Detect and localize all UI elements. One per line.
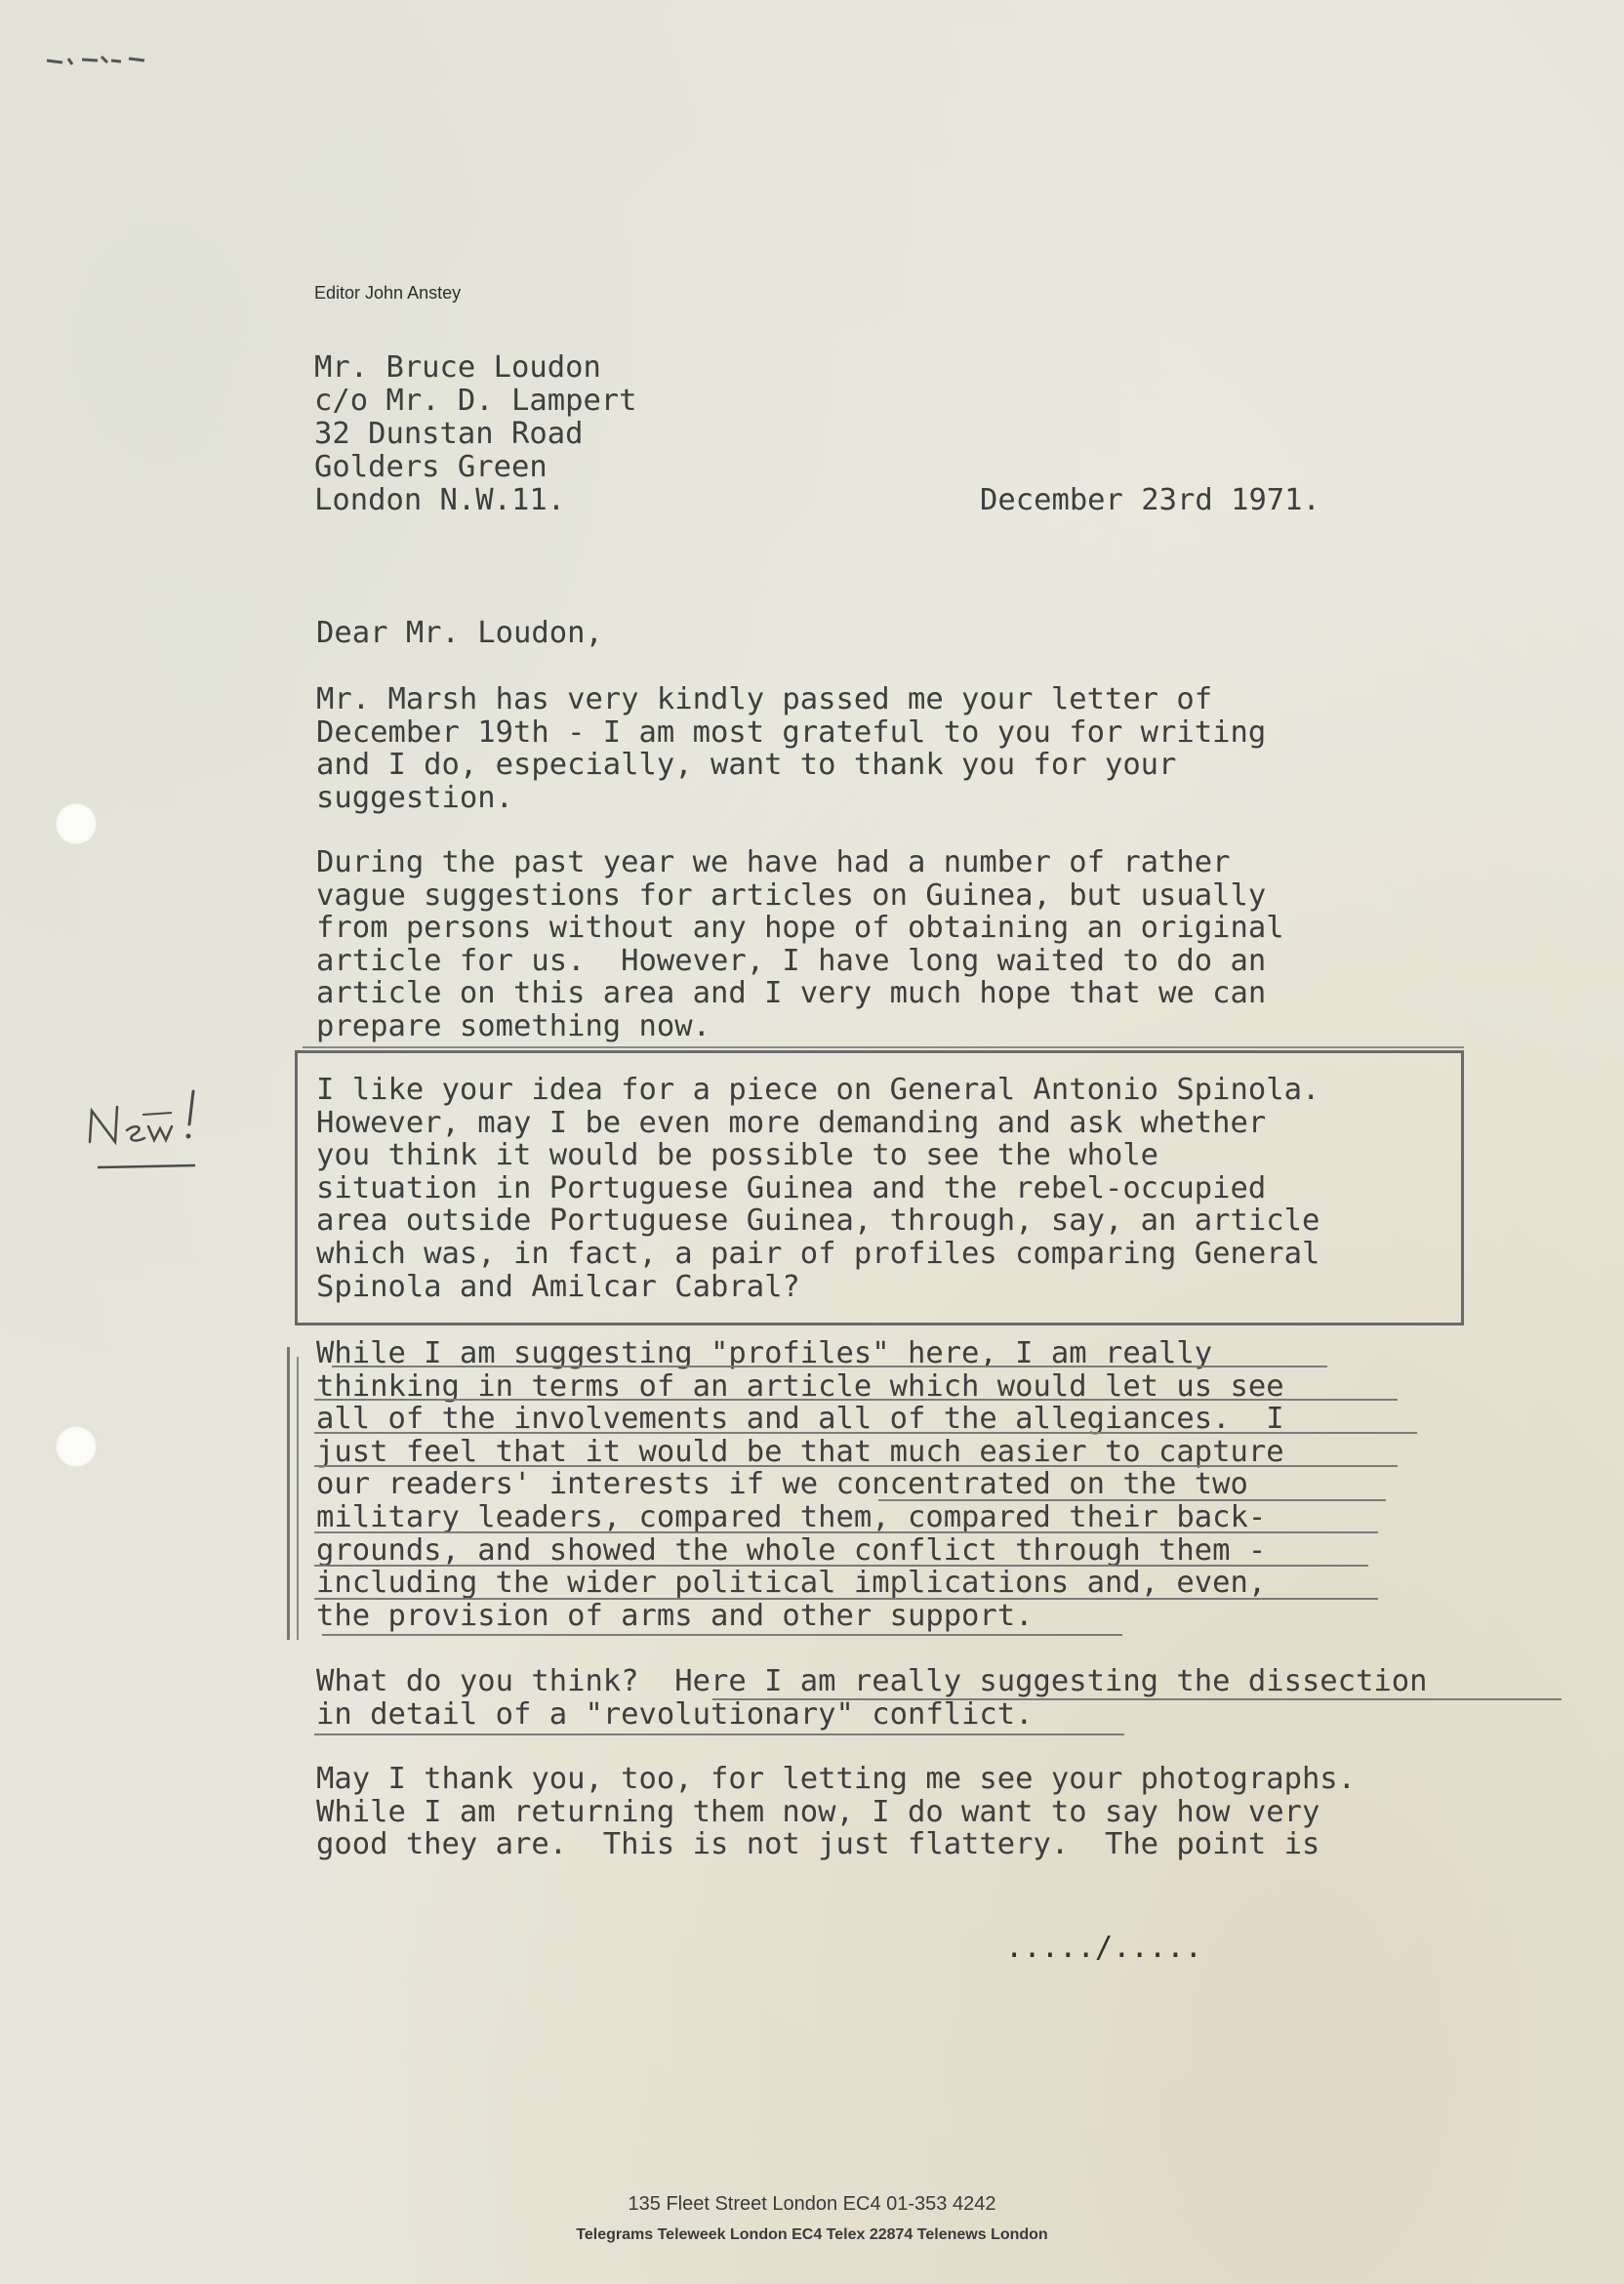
pencil-line <box>303 1046 1464 1048</box>
handwritten-margin-note <box>78 1074 215 1181</box>
text-line: including the wider political implications and, even, <box>316 1566 1267 1601</box>
text-line: During the past year we have had a number of rather <box>316 845 1231 879</box>
paragraph-2 <box>316 846 1284 1043</box>
pencil-underline <box>712 1698 1562 1700</box>
pencil-underline <box>878 1499 1386 1501</box>
text-line: article on this area and I very much hope that we can <box>316 976 1267 1011</box>
pencil-underline <box>314 1432 1417 1434</box>
recipient-line: London N.W.11. <box>314 483 566 517</box>
recipient-address <box>314 351 637 517</box>
text-line: suggestion. <box>316 780 513 815</box>
text-line: While I am returning them now, I do want to say how very <box>316 1794 1320 1829</box>
pencil-underline <box>314 1565 1368 1567</box>
text-line: good they are. This is not just flattery. The point is <box>316 1827 1320 1862</box>
text-line: prepare something now. <box>316 1008 710 1043</box>
text-line: While I am suggesting "profiles" here, I am really <box>316 1336 1213 1370</box>
text-line: grounds, and showed the whole conflict through them - <box>316 1532 1267 1568</box>
pencil-underline <box>332 1366 1327 1367</box>
pencil-sidebar-line <box>297 1357 299 1640</box>
pencil-underline <box>314 1598 1378 1600</box>
text-line: December 19th - I am most grateful to you for writing <box>316 714 1267 750</box>
text-line: Spinola and Amilcar Cabral? <box>316 1269 800 1304</box>
footer-telegram: Telegrams Teleweek London EC4 Telex 22874 Telenews London <box>576 2226 1048 2243</box>
text-line: in detail of a "revolutionary" conflict. <box>316 1696 1034 1732</box>
text-line: situation in Portuguese Guinea and the rebel-occupied <box>316 1170 1267 1205</box>
text-line: which was, in fact, a pair of profiles comparing General <box>316 1236 1320 1271</box>
text-line: What do you think? Here I am really suggesting the dissection <box>316 1664 1428 1698</box>
pencil-sidebar-line <box>287 1347 290 1640</box>
continuation-mark: ...../..... <box>1005 1931 1202 1965</box>
pencil-underline <box>322 1634 1122 1636</box>
paragraph-4 <box>316 1337 1284 1632</box>
recipient-line: c/o Mr. D. Lampert <box>314 384 637 418</box>
text-line: vague suggestions for articles on Guinea, but usually <box>316 877 1267 913</box>
text-line: May I thank you, too, for letting me see your photographs. <box>316 1762 1357 1796</box>
corner-ink-mark <box>43 51 160 90</box>
recipient-line: Golders Green <box>314 450 548 484</box>
letter-date: December 23rd 1971. <box>980 483 1320 517</box>
punch-hole <box>55 1425 98 1468</box>
text-line: thinking in terms of an article which would let us see <box>316 1368 1284 1404</box>
text-line: the provision of arms and other support. <box>316 1598 1034 1633</box>
paragraph-6 <box>316 1763 1356 1861</box>
text-line: article for us. However, I have long waited to do an <box>316 943 1267 978</box>
text-line: Mr. Marsh has very kindly passed me your letter of <box>316 682 1213 716</box>
text-line: you think it would be possible to see the whole <box>316 1138 1159 1173</box>
text-line: just feel that it would be that much easier to capture <box>316 1434 1284 1469</box>
text-line: area outside Portuguese Guinea, through, say, an article <box>316 1203 1320 1239</box>
text-line: from persons without any hope of obtaining an original <box>316 911 1284 946</box>
recipient-line: Mr. Bruce Loudon <box>314 350 601 385</box>
pencil-underline <box>314 1733 1124 1735</box>
pencil-underline <box>314 1531 1378 1533</box>
recipient-line: 32 Dunstan Road <box>314 417 584 451</box>
text-line: all of the involvements and all of the allegiances. I <box>316 1402 1284 1437</box>
pencil-underline <box>314 1399 1398 1401</box>
punch-hole <box>55 802 98 845</box>
text-line: military leaders, compared them, compared their back- <box>316 1499 1267 1534</box>
footer-address: 135 Fleet Street London EC4 01-353 4242 <box>628 2193 996 2215</box>
salutation: Dear Mr. Loudon, <box>316 616 603 650</box>
text-line: our readers' interests if we concentrated on the two <box>316 1467 1248 1502</box>
text-line: I like your idea for a piece on General Antonio Spinola. <box>316 1073 1320 1107</box>
paragraph-3 <box>316 1074 1320 1303</box>
pencil-underline <box>314 1465 1398 1467</box>
text-line: However, may I be even more demanding and ask whether <box>316 1105 1267 1140</box>
paragraph-1 <box>316 683 1266 814</box>
letterhead-editor: Editor John Anstey <box>314 283 462 303</box>
text-line: and I do, especially, want to thank you for your <box>316 748 1177 783</box>
